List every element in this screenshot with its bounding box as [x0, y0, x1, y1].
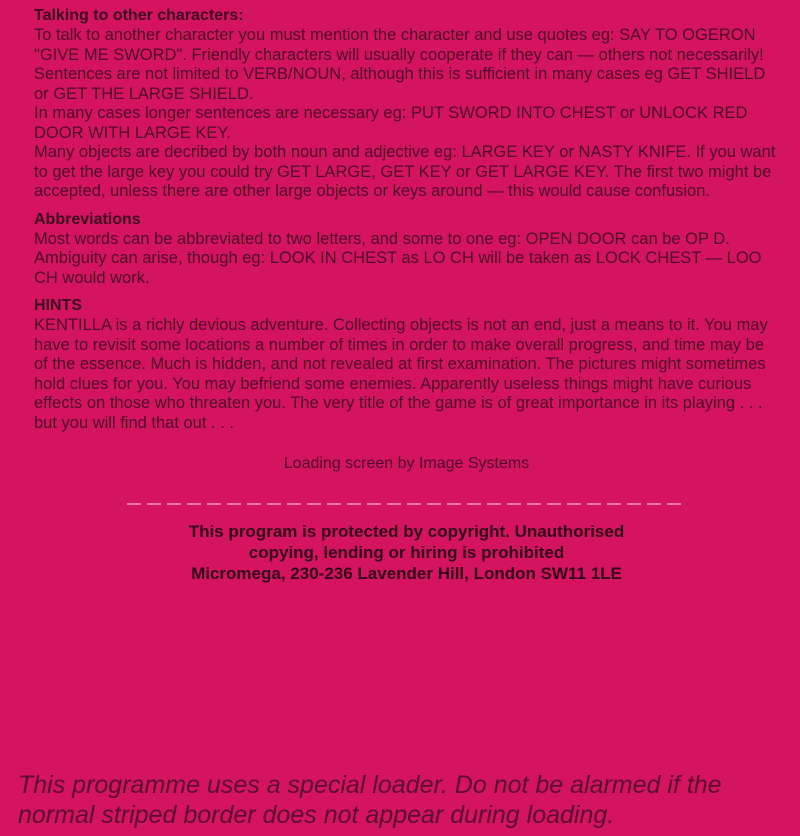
hints-section	[34, 296, 779, 433]
abbreviations-text: Most words can be abbreviated to two letters, and some to one eg: OPEN DOOR can be OP D. Ambiguity can arise, though eg: LOOK IN CHEST as LO CH will be taken as LOCK CHEST — LOO CH would work.	[34, 229, 762, 287]
copyright-notice	[34, 521, 779, 584]
loading-screen-credit: Loading screen by Image Systems	[283, 455, 530, 472]
manual-page	[34, 6, 779, 584]
abbreviations-section	[34, 210, 779, 289]
loader-note: This programme uses a special loader. Do not be alarmed if the normal striped border does not appear during loading.	[18, 771, 722, 829]
copyright-line: This program is protected by copyright. Unauthorised	[188, 522, 625, 541]
publisher-address: Micromega, 230-236 Lavender Hill, London SW11 1LE	[191, 564, 622, 583]
talking-paragraph: In many cases longer sentences are necessary eg: PUT SWORD INTO CHEST or UNLOCK RED DOOR WITH LARGE KEY.	[34, 104, 748, 142]
talking-section	[34, 6, 779, 202]
talking-heading: Talking to other characters:	[34, 7, 244, 24]
copyright-line: copying, lending or hiring is prohibited	[248, 543, 565, 562]
divider	[127, 503, 687, 505]
talking-paragraph: To talk to another character you must mention the character and use quotes eg: SAY TO OGERON "GIVE ME SWORD". Friendly characters will usually cooperate if they can — others not necessarily!	[34, 26, 764, 64]
talking-paragraph: Sentences are not limited to VERB/NOUN, although this is sufficient in many cases eg GET SHIELD or GET THE LARGE SHIELD.	[34, 65, 766, 103]
hints-heading: HINTS	[34, 297, 82, 314]
abbreviations-heading: Abbreviations	[34, 210, 141, 228]
talking-paragraph: Many objects are decribed by both noun and adjective eg: LARGE KEY or NASTY KNIFE. If you want to get the large key you could try GET LARGE, GET KEY or GET LARGE KEY. The first two might be accepted, unless there are other large objects or keys around — this would cause confusion.	[34, 143, 776, 200]
hints-text: KENTILLA is a richly devious adventure. Collecting objects is not an end, just a means to it. You may have to revisit some locations a number of times in order to make overall progress, and time may be of the essence. Much is hidden, and not revealed at first examination. The pictures might sometimes hold clues for you. You may befriend some enemies. Apparently useless things might have curious effects on those who threaten you. The very title of the game is of great importance in its playing . . . but you will find that out . . .	[34, 316, 768, 432]
